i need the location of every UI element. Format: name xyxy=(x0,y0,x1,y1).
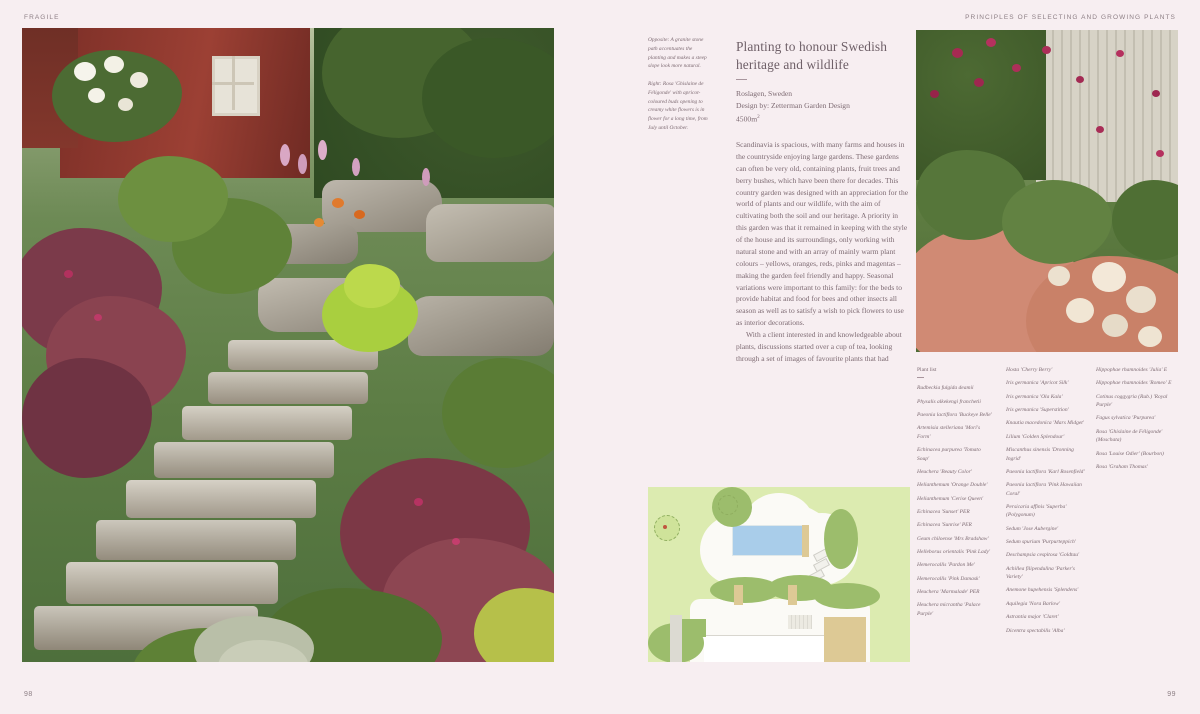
side-garden-photo xyxy=(916,30,1178,352)
plant-list-items-2 xyxy=(1006,366,1086,635)
plant-list-item: Physalis alkekengi franchetii xyxy=(917,398,981,405)
specimen-tree xyxy=(654,515,680,541)
plant-list-item: Paeonia lactiflora 'Karl Rosenfield' xyxy=(1006,468,1085,475)
hedge-mass xyxy=(814,583,880,609)
plant-list-rule xyxy=(917,377,924,378)
plant-list-item: Helleborus orientalis 'Pink Lady' xyxy=(917,549,991,556)
project-designer: Design by: Zetterman Garden Design xyxy=(736,101,850,111)
granite-step xyxy=(66,562,278,604)
plant-list-item: Astrantia major 'Claret' xyxy=(1006,614,1059,621)
plant-list-item: Hosta 'Cherry Berry' xyxy=(1006,367,1053,373)
plant-list-item: Helianthemum 'Cerise Queen' xyxy=(917,495,984,502)
plant-list-item: Heuchera 'Beauty Color' xyxy=(917,468,972,475)
plant-list-items-1 xyxy=(917,384,993,618)
page-number-right: 99 xyxy=(1167,691,1176,698)
granite-step xyxy=(96,520,296,560)
plant-list-item: Fagus sylvatica 'Purpurea' xyxy=(1096,415,1156,422)
granite-step xyxy=(154,442,334,478)
plant-list-item: Anemone hupehensis 'Splendens' xyxy=(1006,587,1079,594)
plant-list-item: Rudbeckia fulgida deamii xyxy=(917,385,974,392)
cream-rose xyxy=(1126,286,1156,313)
plant-list-item: Sedum spurium 'Purpurteppich' xyxy=(1006,539,1076,546)
plant-list-item: Sedum 'Jose Aubergine' xyxy=(1006,525,1059,532)
magenta-flower xyxy=(930,90,939,98)
title-rule xyxy=(736,79,747,80)
plant-list-item: Iris germanica 'Superstition' xyxy=(1006,407,1069,414)
magenta-flower xyxy=(1116,50,1124,57)
pool-deck xyxy=(802,525,809,557)
plant-list-item: Heuchera 'Marmalade' PER xyxy=(917,589,980,596)
plant-list-item: Echinacea purpurea 'Tomato Soup' xyxy=(917,447,981,462)
magenta-flower xyxy=(1042,46,1051,54)
plant-list-item: Geum chiloense 'Mrs Bradshaw' xyxy=(917,535,989,542)
plant-list-item: Deschampsia cespitosa 'Goldtau' xyxy=(1006,552,1080,559)
plant-list-item: Hippophae rhamnoides 'Julia' E xyxy=(1096,367,1168,373)
magenta-flower xyxy=(1076,76,1084,83)
plant-list-item: Hippophae rhamnoides 'Romeo' E xyxy=(1096,380,1172,387)
garden-steps xyxy=(734,585,743,605)
plant-list-column-2 xyxy=(1006,366,1086,640)
cream-rose xyxy=(1102,314,1128,337)
plant-list-item: Hemerocallis 'Pardon Me' xyxy=(917,562,975,569)
plant-list-item: Aquilegia 'Nora Barlow' xyxy=(1006,600,1060,607)
plant-list-item: Paeonia lactiflora 'Pink Hawaiian Coral' xyxy=(1006,482,1082,497)
body-paragraph: With a client interested in and knowledgeable about plants, discussions started over a cup of tea, looking through a set of images of favourite plants that had xyxy=(736,330,902,363)
orange-flower xyxy=(332,198,344,208)
cream-rose xyxy=(1048,266,1070,286)
plant-list-item: Echinacea 'Sunrise' PER xyxy=(917,522,972,529)
plant-list-item: Lilium 'Golden Splendour' xyxy=(1006,433,1065,440)
granite-step xyxy=(126,480,316,518)
paving xyxy=(670,615,682,662)
granite-boulder xyxy=(426,204,554,262)
plant-list-item: Helianthemum 'Orange Double' xyxy=(917,482,988,489)
body-paragraph: Scandinavia is spacious, with many farms and houses in the countryside enjoying large gardens. These gardens can often be very old, containing plants, fruit trees and berry bushes, which have been there for decades. This country garden was designed with an appreciation for the world of plants and our wildlife, with the aim of cultivating both the soil and our heritage. A priority in this garden was that it remained in keeping with the style of the house and its surroundings, only working with natural stone and with an array of mainly warm plant colours – yellows, oranges, reds, pinks and magentas – making the garden feel friendly and happy. Seasonal variations were important to this family: for the beds to provide habitat and food for bees and other insects all season as well as to satisfy a wish to pick flowers to use as interior decorations. xyxy=(736,140,909,328)
hedge-mass xyxy=(824,509,858,569)
plant-list-item: Rosa 'Graham Thomas' xyxy=(1096,463,1148,470)
plant-list-item: Echinacea 'Sunset' PER xyxy=(917,508,970,515)
plant-list-column-3 xyxy=(1096,366,1182,476)
granite-step xyxy=(208,372,368,404)
caption-opposite: Opposite: A granite stone path accentuates the planting and makes a steep slope look more natural. xyxy=(648,37,707,70)
magenta-flower xyxy=(1096,126,1104,133)
cream-rose xyxy=(1138,326,1162,347)
main-garden-photo xyxy=(22,28,554,662)
orange-flower xyxy=(314,218,324,227)
specimen-tree xyxy=(718,495,738,515)
plant-list-item: Heuchera micrantha 'Palace Purple' xyxy=(917,602,981,617)
magenta-flower xyxy=(1152,90,1160,97)
plant-list-item: Paeonia lactiflora 'Buckeye Belle' xyxy=(917,412,992,419)
paving xyxy=(788,615,812,629)
granite-boulder xyxy=(408,296,554,356)
magenta-flower xyxy=(1156,150,1164,157)
project-location: Roslagen, Sweden xyxy=(736,89,793,98)
orange-flower xyxy=(354,210,365,219)
article-body xyxy=(736,139,910,365)
page-number-left: 98 xyxy=(24,691,33,698)
project-area: $4500m^2$ xyxy=(736,113,760,124)
cream-rose xyxy=(1092,262,1126,292)
plant-list-item: Dicentra spectabilis 'Alba' xyxy=(1006,627,1065,634)
plant-list-item: Rosa 'Ghislaine de Féligonde' (Moschata) xyxy=(1096,428,1163,444)
plant-list-item: Iris germanica 'Apricot Silk' xyxy=(1006,380,1069,387)
plant-list-item: Achillea filipendulina 'Parker's Variety' xyxy=(1006,565,1075,581)
magenta-flower xyxy=(986,38,996,47)
granite-step xyxy=(182,406,352,440)
plant-list-items-3 xyxy=(1096,366,1182,471)
house-terrace xyxy=(824,617,866,662)
cream-rose xyxy=(1066,298,1094,323)
plant-list-item: Miscanthus sinensis 'Dronning Ingrid' xyxy=(1006,447,1074,462)
garden-plan-illustration xyxy=(648,487,910,662)
house-footprint xyxy=(704,635,824,662)
plant-list-column-1 xyxy=(917,366,993,623)
running-head-right: PRINCIPLES OF SELECTING AND GROWING PLANTS xyxy=(965,14,1176,21)
plant-list-item: Hemerocallis 'Pink Damask' xyxy=(917,575,980,582)
plant-list-item: Persicaria affinis 'Superba' (Polygonum) xyxy=(1006,503,1067,519)
plant-list-item: Knautia macedonica 'Mars Midget' xyxy=(1006,420,1084,427)
running-head-left: FRAGILE xyxy=(24,14,60,21)
caption-right: Right: Rosa 'Ghislaine de Féligonde' with apricot-coloured buds opening to creamy white flowers is in flower for a long time, from July until October. xyxy=(648,81,708,131)
caption-column xyxy=(648,36,710,142)
plant-list-heading: Plant list xyxy=(917,367,937,373)
garden-steps xyxy=(788,585,797,605)
plant-list-item: Rosa 'Louise Odier' (Bourbon) xyxy=(1096,450,1164,457)
magenta-flower xyxy=(974,78,984,87)
swimming-pool xyxy=(732,525,804,556)
article-title: Planting to honour Swedish heritage and wildlife xyxy=(736,39,888,72)
plant-list-item: Iris germanica 'Ola Kala' xyxy=(1006,393,1063,400)
plant-list-item: Artemisia stelleriana 'Mori's Form' xyxy=(917,425,981,440)
magenta-flower xyxy=(952,48,963,58)
project-meta xyxy=(736,88,914,125)
magenta-flower xyxy=(1012,64,1021,72)
plant-list-item: Cotinus coggygria (Rub.) 'Royal Purple' xyxy=(1096,393,1168,409)
